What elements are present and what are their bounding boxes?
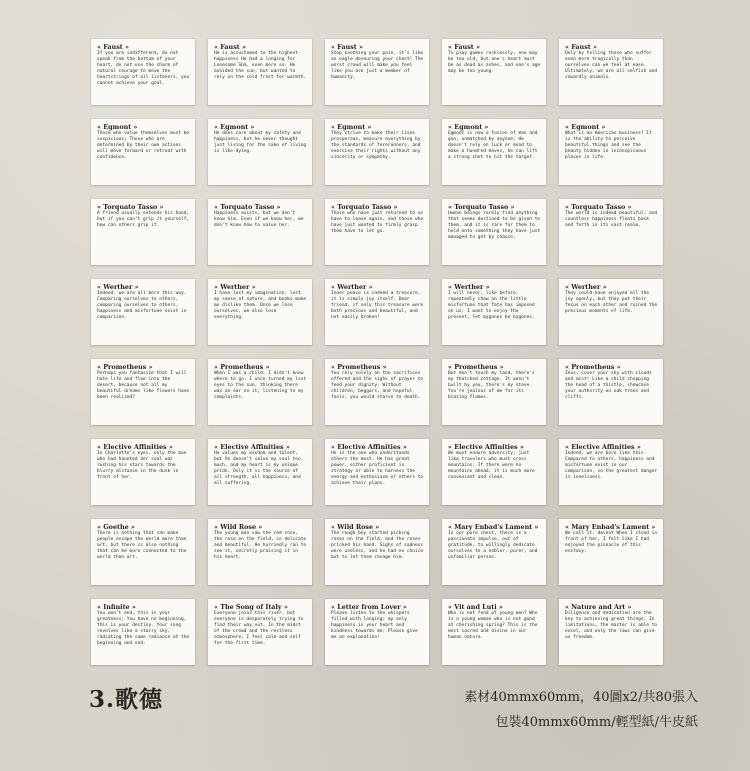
quote-card — [325, 599, 429, 665]
quote-card-title: « Prometheus » — [565, 363, 621, 371]
quote-card — [325, 359, 429, 425]
quote-card-title: « Wild Rose » — [331, 523, 380, 531]
quote-card-text: Zeus, cover your sky with clouds and mist! Like a child chopping the head of a thistle, showcase your authority on oak trees and cliffs. — [565, 371, 652, 400]
quote-card-title: « Elective Affinities » — [331, 443, 407, 451]
quote-card-text: We must endure adversity, just like travelers who must cross mountains. If there were no mountains ahead, it is much more convenient and clean. — [448, 451, 535, 480]
quote-card-title: « Elective Affinities » — [448, 443, 524, 451]
quote-card — [91, 599, 195, 665]
quote-card-text: Indeed, we are all born this way. Comparing ourselves to others, comparing ourselves to others, happiness and misfortune exist in comparison. — [97, 291, 187, 320]
quote-card-title: « Letter from Lover » — [331, 603, 407, 611]
quote-card — [559, 119, 663, 185]
quote-card-text: What is an American business? It is the ability to perceive beautiful things and see the beauty hidden in inconspicuous places in life. — [565, 131, 652, 160]
quote-card — [91, 39, 195, 105]
quote-card-title: « Faust » — [565, 43, 597, 51]
quote-card-text: Those who have just returned to us have to leave again, and those who have just wanted to firmly grasp them have to let go. — [331, 211, 424, 234]
quote-card-text: Indeed, we are born like this. Compared to others, happiness and misfortune exist in our comparison, so the greatest danger is loneliness. — [565, 451, 658, 480]
quote-card — [559, 39, 663, 105]
quote-card-title: « Werther » — [448, 283, 490, 291]
quote-card-text: When I was a child, I didn't know where to go. I once turned my lost eyes to the sun, thinking there was an ear on it, listening to my complaints. — [214, 371, 307, 400]
quote-card — [559, 199, 663, 265]
quote-card-text: Egmont is now a fusion of man and gun, unmatched by anyone; He doesn't rely on luck or mood to make a hundred moves, he can lift a strong shot to hit the target. — [448, 131, 538, 160]
collection-title: 3.歌德 — [89, 686, 164, 713]
quote-card-title: « Egmont » — [214, 123, 255, 131]
quote-card — [325, 39, 429, 105]
quote-card — [208, 599, 312, 665]
quote-card — [442, 359, 546, 425]
quote-card-title: « Torquato Tasso » — [97, 203, 164, 211]
quote-card — [208, 359, 312, 425]
quote-card — [442, 279, 546, 345]
quote-card-title: « Vit and Luti » — [448, 603, 503, 611]
quote-card-text: They strive to make their lives prosperous, measure everything by the standards of forerunners, and exercise their rights without any sincerity or sympathy. — [331, 131, 421, 160]
quote-card-title: « Werther » — [214, 283, 256, 291]
quote-card-title: « Egmont » — [448, 123, 489, 131]
quote-card — [91, 279, 195, 345]
quote-card-title: « Prometheus » — [214, 363, 270, 371]
quote-card-text: Who is not fond of young men? Who is a young woman who is not good at cherishing spring? This is the most sacred and divine in our human nature. — [448, 611, 538, 640]
quote-card-title: « Egmont » — [565, 123, 606, 131]
quote-card — [559, 439, 663, 505]
quote-card-text: The rough boy started picking roses on the field, and the roses pricked his hand. Sighs of sadness were useless, and he had no choice but to let them ravage him. — [331, 531, 424, 560]
quote-card — [442, 119, 546, 185]
quote-card — [325, 279, 429, 345]
quote-card-text: You rely solely on the sacrifices offered and the sighs of prayer to feed your dignity. Without children, beggars, and hopeful fools, you would starve to death. — [331, 371, 424, 400]
quote-card — [325, 119, 429, 185]
quote-card-title: « Werther » — [565, 283, 607, 291]
quote-card-text: He does care about my safety and happiness, but he never thought just living for the sake of living is like dying. — [214, 131, 307, 154]
quote-card-text: Inner peace is indeed a treasure, it is simply joy itself. Dear friend, if only this treasure were both precious and beautiful, and not easily broken! — [331, 291, 424, 320]
quote-card-text: Everyone joins this river, but everyone is desperately trying to find their way out. In the midst of the crowd and the restless atmosphere, I feel calm and self for the first time. — [214, 611, 304, 646]
quote-card — [442, 39, 546, 105]
quote-card-text: He is the one who understands others the most. He has great power, either proficient in strategy or able to harness the energy and enthusiasm of others to achieve their plans. — [331, 451, 424, 486]
packaging-spec: 包裝40mmx60mm/輕型紙/牛皮紙 — [495, 715, 698, 730]
quote-card-text: In our pure chest, there is a passionate impulse, out of gratitude, to willingly dedicate ourselves to a nobler, purer, and unfamiliar person. — [448, 531, 538, 560]
quote-card-title: « Egmont » — [97, 123, 138, 131]
quote-card-title: « Faust » — [331, 43, 363, 51]
quote-card-text: They could have enjoyed all the joy openly, but they put their focus on each other and ruined the precious moments of life. — [565, 291, 658, 314]
quote-card-title: « Faust » — [448, 43, 480, 51]
quote-card — [559, 359, 663, 425]
quote-card-text: Perhaps you fantasize that I will hate life and flee into the desert, because not all my beautiful dreams like flowers have been realized? — [97, 371, 190, 400]
quote-card — [208, 279, 312, 345]
quote-card — [91, 519, 195, 585]
quote-card-text: Only by telling those who suffer even more tragically than ourselves can we feel at ease. Ultimately, we are all selfish and cowardly animals. — [565, 51, 658, 80]
material-spec: 素材40mmx60mm，40圖x2/共80張入 — [464, 690, 698, 705]
quote-card-title: « Torquato Tasso » — [565, 203, 632, 211]
quote-card — [208, 439, 312, 505]
quote-card — [91, 199, 195, 265]
quote-card-text: There is nothing that can make people escape the world more than art, but there is also nothing that can be more connected to the world than art. — [97, 531, 187, 560]
quote-card-text: The world is indeed beautiful, and countless happiness floats back and forth in its vast realm. — [565, 211, 658, 228]
quote-card — [559, 519, 663, 585]
quote-card-text: Please listen to the whispers filled with longing; my only happiness is your heart and kindness towards me; Please give me an explanation! — [331, 611, 418, 640]
quote-card — [442, 199, 546, 265]
quote-card-title: « Prometheus » — [448, 363, 504, 371]
quote-card-text: If you are indifferent, do not speak from the bottom of your heart, do not use the charm of natural courage to move the heartstrings of all listeners, you cannot achieve your goal. — [97, 51, 190, 86]
quote-card-text: He values my wisdom and talent, but he doesn't value my soul too much, and my heart is my unique pride. Only it is the source of all strength, all happiness, and all suffering. — [214, 451, 301, 486]
quote-card-title: « Elective Affinities » — [565, 443, 641, 451]
quote-card-title: « Egmont » — [331, 123, 372, 131]
quote-card-title: « Nature and Art » — [565, 603, 632, 611]
quote-card — [325, 519, 429, 585]
quote-card-title: « Mary Enbad's Lament » — [448, 523, 539, 531]
quote-card-text: But don't touch my land, there's my thatched cottage. It wasn't built by you, there's my stove. You're jealous of me for its blazing flames. — [448, 371, 535, 400]
quote-card — [208, 199, 312, 265]
quote-card-text: You won't end, this is your greatness; You have no beginning, this is your destiny. Your song revolves like a starry sky, radiating the same radiance at the beginning and end. — [97, 611, 190, 646]
quote-card-text: Human beings rarely find anything that seems destined to be given to them, and it is rare for them to hold onto something they have just managed to get by chance. — [448, 211, 541, 240]
quote-card-text: The young man saw the red rose, the rose on the field, so delicate and beautiful. He hurriedly ran to see it, secretly praising it in his heart. — [214, 531, 307, 560]
quote-card-text: Stop soothing your pain, it's like an eagle devouring your chest! The worst crowd will make you feel like you are just a member of humanity. — [331, 51, 424, 80]
quote-card — [208, 39, 312, 105]
quote-card-title: « Faust » — [97, 43, 129, 51]
quote-card-text: We call it: devout When I stood in front of her, I felt like I had enjoyed the pinnacle of this ecstasy. — [565, 531, 658, 554]
quote-card — [91, 439, 195, 505]
quote-card-title: « Prometheus » — [331, 363, 387, 371]
quote-card — [559, 279, 663, 345]
quote-card-title: « Elective Affinities » — [97, 443, 173, 451]
quote-card-title: « Elective Affinities » — [214, 443, 290, 451]
quote-card-title: « Torquato Tasso » — [331, 203, 398, 211]
quote-card-title: « Infinite » — [97, 603, 136, 611]
quote-card-text: In Charlotte's eyes, only the man who had haunted her soul was rushing his stars towards the blurry distance in the dusk in front of her. — [97, 451, 187, 480]
quote-card — [442, 519, 546, 585]
quote-card-title: « Wild Rose » — [214, 523, 263, 531]
quote-card — [325, 199, 429, 265]
quote-card — [325, 439, 429, 505]
quote-card-title: « Werther » — [331, 283, 373, 291]
quote-card-text: A friend usually extends his hand, but if you can't grip it yourself, how can others grip it. — [97, 211, 190, 228]
quote-card-text: Happiness exists, but we don't know him. Even if we know her, we don't know how to value her. — [214, 211, 304, 228]
quote-card-text: I have lost my imagination, lost my sense of nature, and books make me dislike them. Once we lose ourselves, we also lose everything. — [214, 291, 307, 320]
quote-card — [91, 359, 195, 425]
quote-card-text: Diligence and dedication are the key to achieving great things; In limitations, the master is able to excel, and only the laws can give us freedom. — [565, 611, 658, 640]
quote-card-text: I will never, like before, repeatedly chew on the little misfortune that fate has imposed on us; I want to enjoy the present, let bygones be bygones. — [448, 291, 535, 320]
quote-card-title: « Mary Enbad's Lament » — [565, 523, 656, 531]
quote-card-title: « Prometheus » — [97, 363, 153, 371]
quote-card-text: To play games recklessly, one may be too old, but one's heart must be as dead as ashes, and one's age may be too young. — [448, 51, 541, 74]
quote-card-title: « Faust » — [214, 43, 246, 51]
quote-card-title: « The Song of Italy » — [214, 603, 288, 611]
quote-card — [442, 439, 546, 505]
quote-card-text: Those who value themselves must be suspicious; Those who are determined by their own actions will move forward or retreat with confidence. — [97, 131, 190, 160]
quote-card-text: He is accustomed to the highest happiness He had a longing for Lonesome Sha, even more so. He avoided the sun, but wanted to rely on the cold frost for warmth. — [214, 51, 307, 80]
quote-card — [208, 519, 312, 585]
quote-card-title: « Goethe » — [97, 523, 135, 531]
quote-card — [208, 119, 312, 185]
quote-card — [559, 599, 663, 665]
quote-card — [442, 599, 546, 665]
quote-card-title: « Werther » — [97, 283, 139, 291]
quote-card — [91, 119, 195, 185]
quote-card-title: « Torquato Tasso » — [214, 203, 281, 211]
quote-card-title: « Torquato Tasso » — [448, 203, 515, 211]
